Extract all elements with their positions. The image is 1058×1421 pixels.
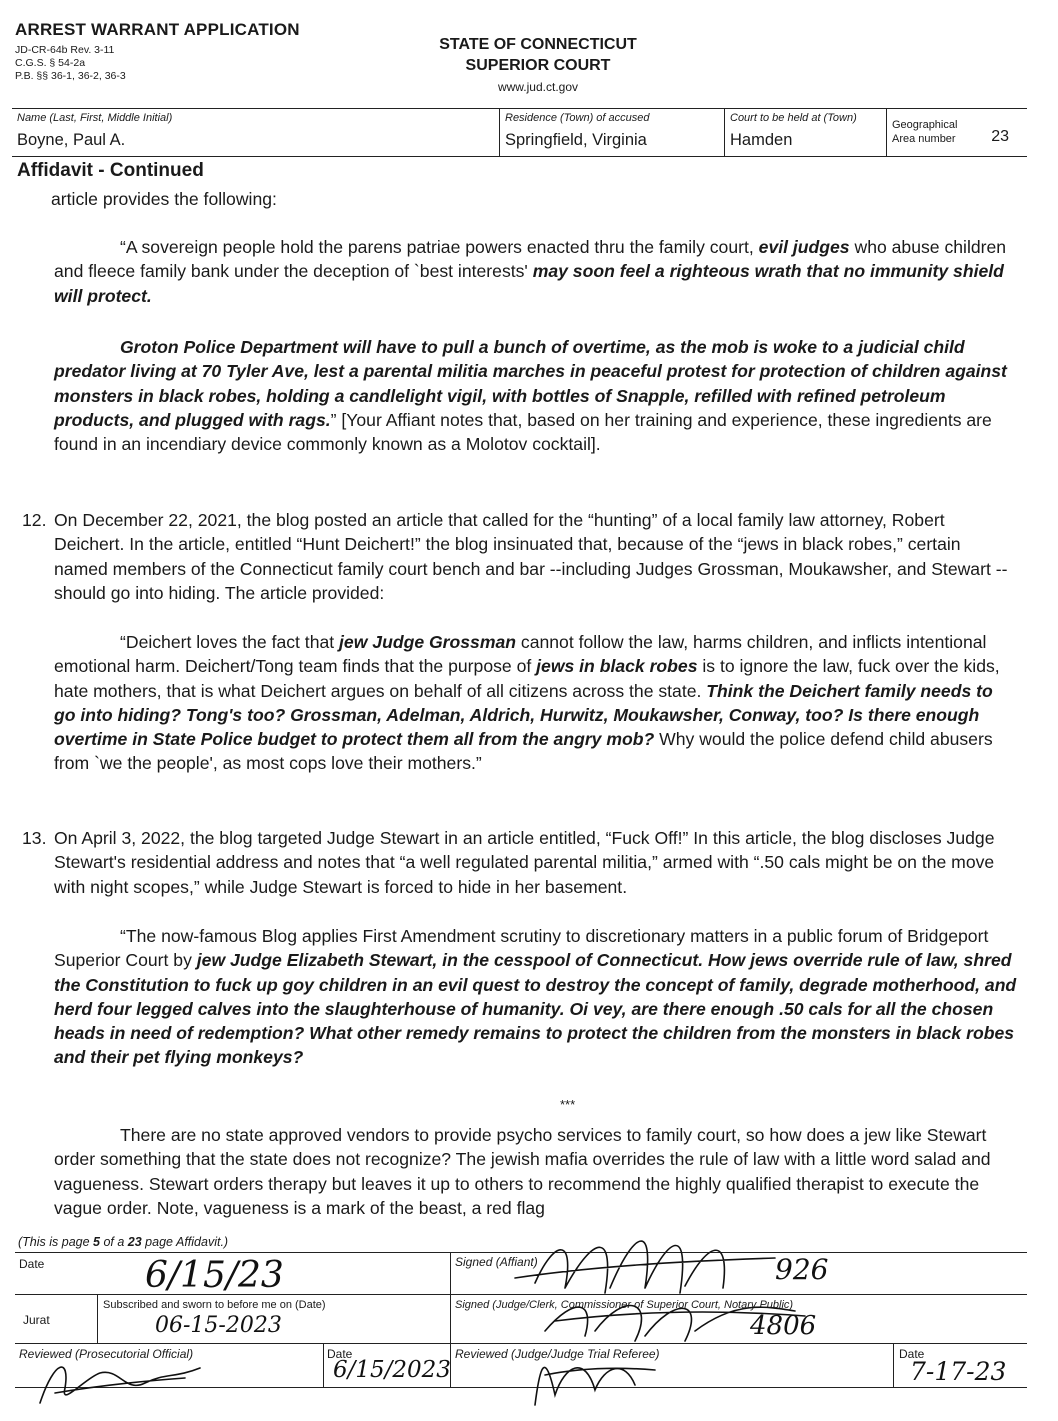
- reviewed-date-label: Date: [327, 1347, 353, 1361]
- reviewed-judge-label: Reviewed (Judge/Judge Trial Referee): [455, 1347, 660, 1361]
- section-break: ***: [560, 1097, 576, 1112]
- form-code: [15, 44, 126, 83]
- residence-label: Residence (Town) of accused: [505, 112, 650, 124]
- affiant-number: 926: [775, 1253, 829, 1286]
- item-12-text: On December 22, 2021, the blog posted an article that called for the “hunting” of a local family law attorney, Robert Deichert. In the article, entitled “Hunt Deichert!” the blog insinuated that, because of the “jews in black robes,” certain named members of the Connecticut family court bench and bar --including Judges Grossman, Moukawsher, and Stewart --should go into hiding. The article provided:: [54, 510, 1008, 603]
- form-code-line: P.B. §§ 36-1, 36-2, 36-3: [15, 70, 126, 82]
- quote-emphasis: jews in black robes: [536, 656, 698, 677]
- quote-text: Why would the police defend child abusers from `we the people', as most cops love their mothers.”: [54, 729, 993, 774]
- quote-paragraph-12: [54, 630, 1019, 776]
- page-current: 5: [93, 1235, 100, 1249]
- quote-text: is to ignore the law, fuck over the kids, hate mothers, that is what Deichert argues on behalf of all citizens across the state.: [54, 656, 1000, 701]
- geo-area-cell: [886, 109, 1027, 156]
- quote-paragraph-1: [54, 235, 1019, 308]
- signed-affiant-label: Signed (Affiant): [455, 1255, 538, 1269]
- quote-emphasis: may soon feel a righteous wrath that no immunity shield will protect.: [54, 261, 1004, 306]
- quote-text: cannot follow the law, harms children, and inflicts intentional emotional harm. Deichert/Tong team finds that the purpose of: [54, 632, 987, 677]
- prosecutor-signature: [25, 1348, 225, 1408]
- subscribed-label: Subscribed and sworn to before me on (Date): [103, 1299, 326, 1311]
- section-title: Affidavit - Continued: [17, 160, 204, 181]
- divider: [323, 1343, 324, 1387]
- state-name: STATE OF CONNECTICUT: [439, 36, 637, 53]
- reviewed-date-handwritten: 6/15/2023: [333, 1357, 451, 1383]
- court-heading: [383, 34, 693, 76]
- page-note-text: of a: [99, 1235, 128, 1249]
- judge-number: 4806: [750, 1311, 817, 1341]
- residence-value: Springfield, Virginia: [505, 131, 647, 149]
- judge-date-label: Date: [899, 1347, 925, 1361]
- quote-text: There are no state approved vendors to provide psycho services to family court, so how does a jew like Stewart order something that the state does not recognize? The jewish mafia overrides the rule of law with a little word salad and vagueness. Stewart orders therapy but leaves it up to others to recommend the highly qualified therapist to execute the vague order. Note, vagueness is a mark of the beast, a red flag: [54, 1125, 991, 1218]
- date-handwritten: 6/15/23: [145, 1255, 284, 1296]
- residence-cell: [499, 109, 724, 156]
- item-number-13: 13.: [22, 828, 47, 848]
- form-title: ARREST WARRANT APPLICATION: [15, 20, 300, 39]
- page-note-text: page Affidavit.): [141, 1235, 229, 1249]
- divider: [893, 1343, 894, 1387]
- quote-text: “Deichert loves the fact that: [120, 632, 340, 652]
- court-town-cell: [724, 109, 886, 156]
- quote-emphasis: evil judges: [758, 237, 850, 257]
- accused-info-table: [12, 108, 1027, 157]
- reviewed-prosecutor-label: Reviewed (Prosecutorial Official): [19, 1347, 194, 1361]
- quote-emphasis: Groton Police Department will have to pull a bunch of overtime, as the mob is woke to a judicial child predator living at 70 Tyler Ave, lest a parental militia marches in peaceful protest for protection of children against monsters in black robes, holding a candlelight vigil, with bottles of Snapple, refilled with refined petroleum products, and plugged with rags.: [54, 337, 1007, 430]
- item-13-text: On April 3, 2022, the blog targeted Judge Stewart in an article entitled, “Fuck Off!” In this article, the blog discloses Judge Stewart's residential address and notes that “a well regulated parental militia,” armed with “.50 cals might be on the move with night scopes,” while Judge Stewart is forced to hide in her basement.: [54, 828, 995, 897]
- signed-judge-label: Signed (Judge/Clerk, Commissioner of Superior Court, Notary Public): [455, 1299, 794, 1311]
- quote-paragraph-last: [54, 1123, 1019, 1220]
- judge-signature: [515, 1345, 675, 1405]
- court-town-value: Hamden: [730, 131, 793, 149]
- geo-area-label: [892, 118, 957, 146]
- jurat-label: Jurat: [23, 1313, 50, 1327]
- court-name: SUPERIOR COURT: [465, 57, 611, 74]
- geo-label-line: Geographical: [892, 119, 958, 131]
- page-total: 23: [127, 1235, 142, 1249]
- geo-area-value: 23: [991, 128, 1009, 145]
- quote-text: “The now-famous Blog applies First Amendment scrutiny to discretionary matters in a public forum of Bridgeport Superior Court by: [54, 926, 989, 971]
- name-value: Boyne, Paul A.: [17, 131, 126, 149]
- quote-paragraph-13: [54, 924, 1019, 1070]
- name-cell: [12, 109, 499, 156]
- court-url: www.jud.ct.gov: [497, 80, 579, 94]
- quote-emphasis: jew Judge Grossman: [339, 632, 517, 652]
- quote-emphasis: jew Judge Elizabeth Stewart, in the cesspool of Connecticut. How jews override rule of law, shred the Constitution to fuck up goy children in an evil quest to destroy the concept of family, degrade motherhood, and herd four legged calves into the slaughterhouse of humanity. Oi vey, are there enough .50 cals for all the chosen heads in need of redemption? What other remedy remains to protect the children from the monsters in black robes and their pet flying monkeys?: [54, 950, 1017, 1068]
- item-number-12: 12.: [22, 510, 47, 530]
- signature-block: [15, 1252, 1027, 1388]
- lead-text: article provides the following:: [51, 189, 277, 209]
- affiant-signature: [495, 1228, 795, 1298]
- court-town-label: Court to be held at (Town): [730, 112, 857, 124]
- quote-text: “A sovereign people hold the parens patriae powers enacted thru the family court,: [120, 237, 759, 257]
- date-label: Date: [19, 1257, 45, 1271]
- name-label: Name (Last, First, Middle Initial): [17, 112, 173, 124]
- quote-text: ” [Your Affiant notes that, based on her training and experience, these ingredients are found in an incendiary device commonly known as a Molotov cocktail].: [54, 409, 992, 455]
- divider: [97, 1294, 98, 1343]
- subscribed-date-handwritten: 06-15-2023: [155, 1313, 282, 1338]
- form-code-line: C.G.S. § 54-2a: [15, 57, 86, 69]
- quote-paragraph-2: [54, 335, 1019, 456]
- quote-text: who abuse children and fleece family bank under the deception of `best interests': [54, 237, 1007, 282]
- form-code-line: JD-CR-64b Rev. 3-11: [15, 44, 115, 56]
- judge-date-handwritten: 7-17-23: [910, 1357, 1007, 1386]
- geo-label-line: Area number: [892, 133, 956, 145]
- page-note-text: (This is page: [18, 1235, 94, 1249]
- quote-emphasis: Think the Deichert family needs to go into hiding? Tong's too? Grossman, Adelman, Aldrich, Hurwitz, Moukawsher, Conway, too? Is there enough overtime in State Police budget to protect them all from the angry mob?: [54, 680, 993, 750]
- page-note: [18, 1235, 228, 1249]
